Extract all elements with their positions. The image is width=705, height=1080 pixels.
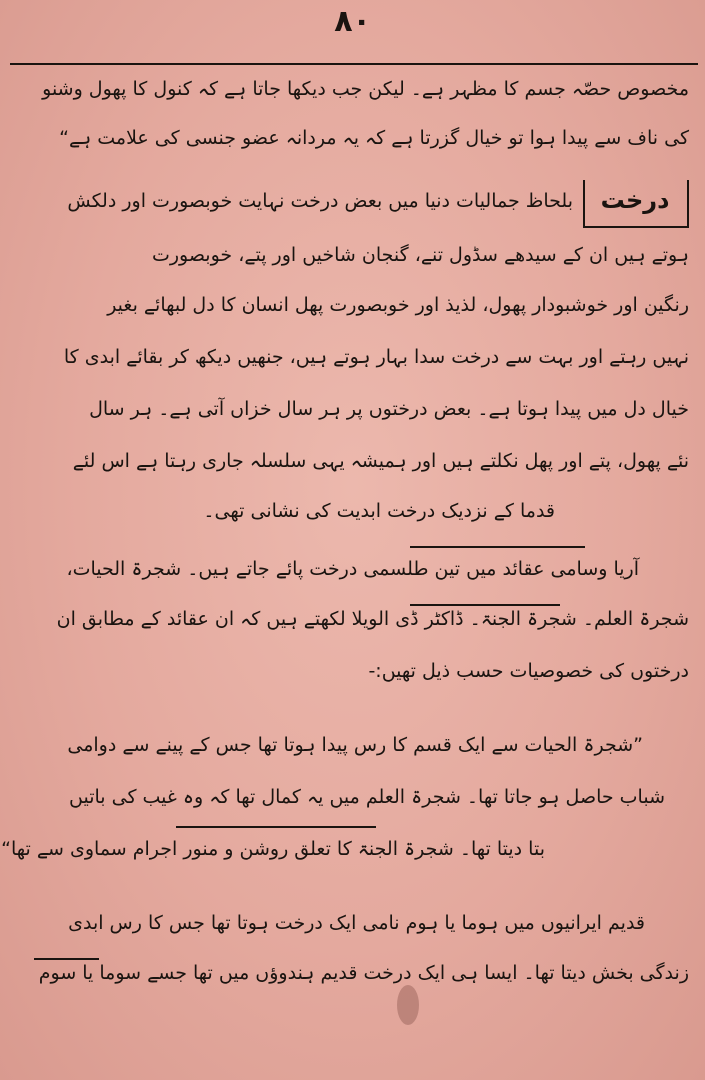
text-line-8: نئے پھول، پتے اور پھل نکلتے ہیں اور ہمیشہ یہی سلسلہ جاری رہتا ہے اس لئے xyxy=(72,450,689,472)
underline-2 xyxy=(410,604,560,606)
page-number: ۸۰ xyxy=(334,4,371,39)
underline-3 xyxy=(176,826,376,828)
text-line-14: زندگی بخش دیتا تھا۔ ایسا ہی ایک درخت قدیم ہندوؤں میں تھا جسے سوما یا سوم xyxy=(38,962,689,984)
text-line-7: خیال دل میں پیدا ہوتا ہے۔ بعض درختوں پر ہر سال خزاں آتی ہے۔ ہر سال xyxy=(89,398,689,420)
text-line-9: قدما کے نزدیک درخت ابدیت کی نشانی تھی۔ xyxy=(203,500,555,522)
ink-stain xyxy=(397,985,419,1025)
text-line-3: بلحاظ جمالیات دنیا میں بعض درخت نہایت خوبصورت اور دلکش xyxy=(67,190,573,212)
quote-line-1: ”شجرۃ الحیات سے ایک قسم کا رس پیدا ہوتا تھا جس کے پینے سے دوامی xyxy=(67,734,643,756)
underline-1 xyxy=(410,546,585,548)
text-line-6: نہیں رہتے اور بہت سے درخت سدا بہار ہوتے ہیں، جنھیں دیکھ کر بقائے ابدی کا xyxy=(63,346,689,368)
text-line-1: مخصوص حصّہ جسم کا مظہر ہے۔ لیکن جب دیکھا جاتا ہے کہ کنول کا پھول وشنو xyxy=(42,78,689,100)
text-line-4: ہوتے ہیں ان کے سیدھے سڈول تنے، گنجان شاخیں اور پتے، خوبصورت xyxy=(151,244,689,266)
text-line-11: شجرۃ العلم۔ شجرۃ الجنۃ۔ ڈاکٹر ڈی الویلا لکھتے ہیں کہ ان عقائد کے مطابق ان xyxy=(56,608,689,630)
quote-line-3: بتا دیتا تھا۔ شجرۃ الجنۃ کا تعلق روشن و منور اجرام سماوی سے تھا“ xyxy=(1,838,545,860)
text-line-12: درختوں کی خصوصیات حسب ذیل تھیں:- xyxy=(368,660,689,682)
text-line-13: قدیم ایرانیوں میں ہوما یا ہوم نامی ایک درخت ہوتا تھا جس کا رس ابدی xyxy=(68,912,645,934)
underline-4 xyxy=(34,958,99,960)
quote-line-2: شباب حاصل ہو جاتا تھا۔ شجرۃ العلم میں یہ کمال تھا کہ وہ غیب کی باتیں xyxy=(69,786,665,808)
text-line-10: آریا وسامی عقائد میں تین طلسمی درخت پائے جاتے ہیں۔ شجرۃ الحیات، xyxy=(66,558,639,580)
header-rule xyxy=(10,63,698,65)
text-line-2: کی ناف سے پیدا ہوا تو خیال گزرتا ہے کہ یہ مردانہ عضو جنسی کی علامت ہے“ xyxy=(59,127,689,149)
text-line-5: رنگین اور خوشبودار پھول، لذیذ اور خوبصورت پھل انسان کا دل لبھائے بغیر xyxy=(107,294,689,316)
section-heading: درخت xyxy=(600,186,670,214)
